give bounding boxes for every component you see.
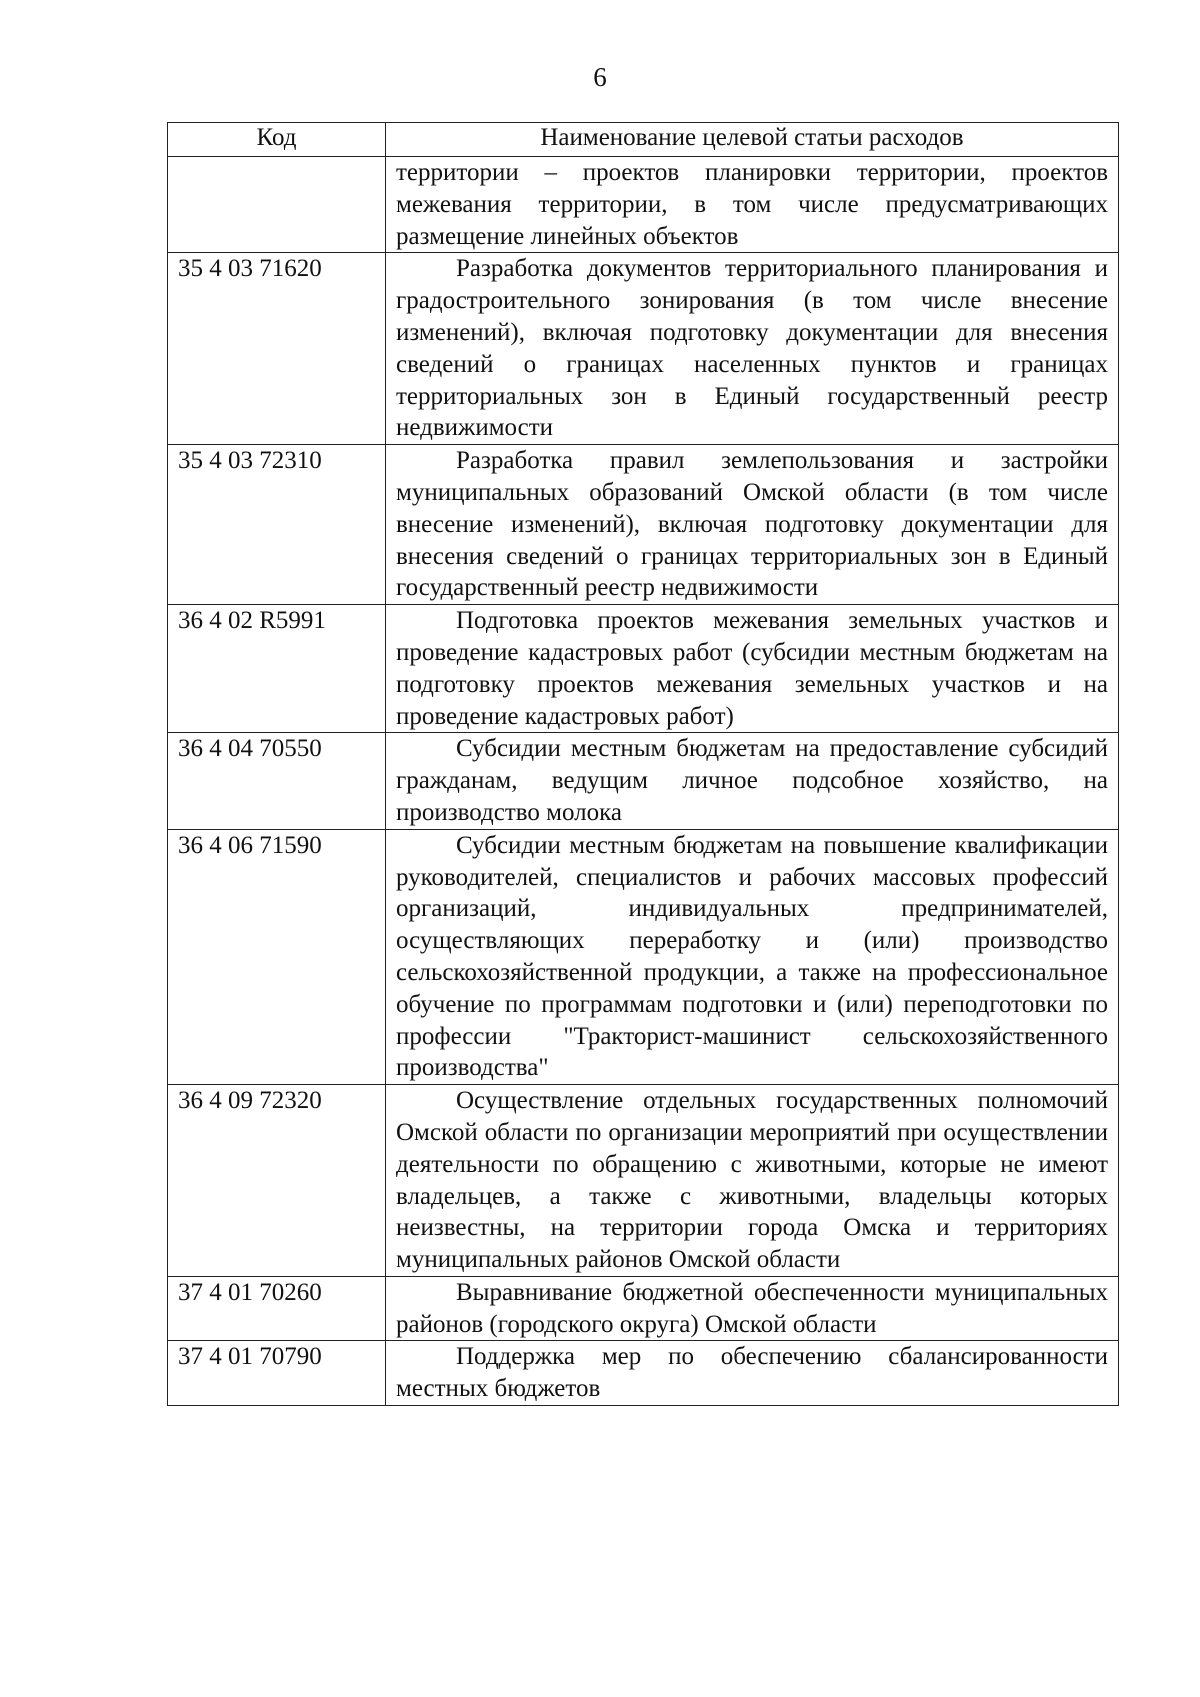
- header-name: Наименование целевой статьи расходов: [386, 123, 1119, 157]
- row-code: 36 4 04 70550: [168, 733, 386, 829]
- row-code: [168, 157, 386, 253]
- row-code: 36 4 09 72320: [168, 1085, 386, 1277]
- row-name: Субсидии местным бюджетам на предоставление субсидий гражданам, ведущим личное подсобное хозяйство, на производство молока: [386, 733, 1119, 829]
- table-row: [168, 1341, 1119, 1406]
- expense-codes-table: [167, 122, 1119, 1406]
- row-name: Поддержка мер по обеспечению сбалансированности местных бюджетов: [386, 1341, 1119, 1406]
- table-row: [168, 445, 1119, 605]
- table-header-row: [168, 123, 1119, 157]
- table-row: [168, 605, 1119, 733]
- row-name: Разработка правил землепользования и застройки муниципальных образований Омской области (в том числе внесение изменений), включая подготовку документации для внесения сведений о границах территориальных зон в Единый государственный реестр недвижимости: [386, 445, 1119, 605]
- table-row: [168, 1276, 1119, 1341]
- row-name: территории – проектов планировки территории, проектов межевания территории, в том числе предусматривающих размещение линейных объектов: [386, 157, 1119, 253]
- table-row: [168, 733, 1119, 829]
- row-name: Подготовка проектов межевания земельных участков и проведение кадастровых работ (субсидии местным бюджетам на подготовку проектов межевания земельных участков и на проведение кадастровых работ): [386, 605, 1119, 733]
- table-row: [168, 157, 1119, 253]
- table-row: [168, 829, 1119, 1084]
- row-name: Выравнивание бюджетной обеспеченности муниципальных районов (городского округа) Омской области: [386, 1276, 1119, 1341]
- page-number: 6: [593, 62, 607, 92]
- row-code: 37 4 01 70790: [168, 1341, 386, 1406]
- row-name: Субсидии местным бюджетам на повышение квалификации руководителей, специалистов и рабочих массовых профессий организаций, индивидуальных предпринимателей, осуществляющих переработку и (или) производство сельскохозяйственной продукции, а также на профессиональное обучение по программам подготовки и (или) переподготовки по профессии "Тракторист-машинист сельскохозяйственного производства": [386, 829, 1119, 1084]
- row-name: Разработка документов территориального планирования и градостроительного зонирования (в том числе внесение изменений), включая подготовку документации для внесения сведений о границах населенных пунктов и границах территориальных зон в Единый государственный реестр недвижимости: [386, 253, 1119, 445]
- table-row: [168, 1085, 1119, 1277]
- row-code: 36 4 02 R5991: [168, 605, 386, 733]
- row-code: 35 4 03 71620: [168, 253, 386, 445]
- table-row: [168, 253, 1119, 445]
- header-code: Код: [168, 123, 386, 157]
- row-code: 36 4 06 71590: [168, 829, 386, 1084]
- row-name: Осуществление отдельных государственных полномочий Омской области по организации мероприятий при осуществлении деятельности по обращению с животными, которые не имеют владельцев, а также с животными, владельцы которых неизвестны, на территории города Омска и территориях муниципальных районов Омской области: [386, 1085, 1119, 1277]
- row-code: 35 4 03 72310: [168, 445, 386, 605]
- row-code: 37 4 01 70260: [168, 1276, 386, 1341]
